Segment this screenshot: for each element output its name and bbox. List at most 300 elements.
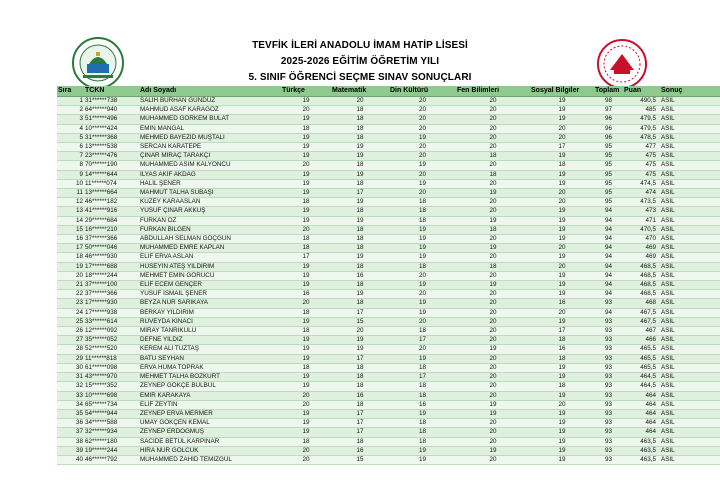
table-header-row <box>57 86 720 97</box>
cell-tckn: 18******244 <box>84 271 139 280</box>
cell-math: 19 <box>331 345 389 354</box>
cell-rank: 12 <box>57 198 84 207</box>
cell-math: 18 <box>331 235 389 244</box>
cell-score: 468,5 <box>623 281 660 290</box>
cell-total: 94 <box>594 225 623 234</box>
cell-name: UMAY GÖKÇEN KEMAL <box>139 419 281 428</box>
cell-social: 19 <box>530 290 594 299</box>
cell-name: ELİF ERVA ASLAN <box>139 253 281 262</box>
cell-social: 19 <box>530 455 594 464</box>
cell-math: 19 <box>331 253 389 262</box>
cell-name: MUHAMMED EMRE KAPLAN <box>139 244 281 253</box>
cell-tckn: 17******938 <box>84 308 139 317</box>
ministry-emblem-icon <box>596 38 648 90</box>
cell-rank: 33 <box>57 391 84 400</box>
cell-science: 18 <box>456 262 530 271</box>
cell-social: 20 <box>530 308 594 317</box>
cell-tckn: 11******074 <box>84 179 139 188</box>
cell-name: KEREM ALİ TUZTAŞ <box>139 345 281 354</box>
cell-result: ASIL <box>660 216 720 225</box>
cell-tckn: 13******664 <box>84 189 139 198</box>
cell-rank: 37 <box>57 428 84 437</box>
cell-total: 95 <box>594 179 623 188</box>
cell-rank: 1 <box>57 97 84 106</box>
cell-social: 18 <box>530 336 594 345</box>
cell-score: 464 <box>623 391 660 400</box>
cell-math: 18 <box>331 400 389 409</box>
cell-science: 20 <box>456 290 530 299</box>
cell-religion: 19 <box>389 409 456 418</box>
cell-science: 18 <box>456 152 530 161</box>
cell-turkish: 19 <box>281 189 331 198</box>
cell-score: 479,5 <box>623 124 660 133</box>
cell-total: 96 <box>594 115 623 124</box>
cell-turkish: 19 <box>281 281 331 290</box>
cell-religion: 16 <box>389 400 456 409</box>
cell-rank: 5 <box>57 133 84 142</box>
cell-score: 468 <box>623 299 660 308</box>
cell-religion: 19 <box>389 235 456 244</box>
cell-total: 94 <box>594 281 623 290</box>
cell-total: 95 <box>594 198 623 207</box>
academic-year: 2025-2026 EĞİTİM ÖĞRETİM YILI <box>280 56 440 67</box>
cell-turkish: 20 <box>281 106 331 115</box>
cell-tckn: 14******644 <box>84 170 139 179</box>
cell-name: HÜSEYİN ATEŞ YILDIRIM <box>139 262 281 271</box>
cell-social: 17 <box>530 327 594 336</box>
col-header-score: Puan <box>623 86 660 97</box>
table-row <box>57 455 720 464</box>
cell-turkish: 19 <box>281 207 331 216</box>
cell-turkish: 17 <box>281 253 331 262</box>
cell-total: 93 <box>594 363 623 372</box>
cell-total: 96 <box>594 124 623 133</box>
cell-social: 19 <box>530 317 594 326</box>
cell-name: MUHAMMED GÖRKEM BULAT <box>139 115 281 124</box>
cell-science: 19 <box>456 216 530 225</box>
table-row <box>57 345 720 354</box>
cell-religion: 19 <box>389 308 456 317</box>
cell-result: ASIL <box>660 409 720 418</box>
cell-tckn: 29******684 <box>84 216 139 225</box>
cell-tckn: 19******244 <box>84 446 139 455</box>
cell-tckn: 65******734 <box>84 400 139 409</box>
cell-rank: 13 <box>57 207 84 216</box>
cell-religion: 18 <box>389 327 456 336</box>
cell-rank: 32 <box>57 382 84 391</box>
cell-total: 94 <box>594 244 623 253</box>
cell-name: ZEYNEP ERVA MERMER <box>139 409 281 418</box>
cell-turkish: 20 <box>281 225 331 234</box>
cell-tckn: 23******476 <box>84 152 139 161</box>
cell-religion: 18 <box>389 391 456 400</box>
cell-tckn: 13******538 <box>84 143 139 152</box>
cell-social: 19 <box>530 373 594 382</box>
table-row <box>57 446 720 455</box>
cell-score: 475 <box>623 161 660 170</box>
cell-result: ASIL <box>660 179 720 188</box>
table-row <box>57 336 720 345</box>
table-row <box>57 419 720 428</box>
cell-name: SACİDE BETÜL KARPINAR <box>139 437 281 446</box>
cell-social: 19 <box>530 271 594 280</box>
cell-math: 20 <box>331 97 389 106</box>
col-header-rank: Sıra <box>57 86 84 97</box>
cell-turkish: 19 <box>281 97 331 106</box>
cell-science: 20 <box>456 115 530 124</box>
cell-score: 468,5 <box>623 290 660 299</box>
table-row <box>57 373 720 382</box>
table-row <box>57 115 720 124</box>
cell-turkish: 18 <box>281 244 331 253</box>
cell-rank: 38 <box>57 437 84 446</box>
cell-name: MEHMED BAYEZİD MUŞTALI <box>139 133 281 142</box>
cell-rank: 7 <box>57 152 84 161</box>
cell-score: 485 <box>623 106 660 115</box>
cell-score: 470 <box>623 235 660 244</box>
cell-result: ASIL <box>660 106 720 115</box>
cell-social: 19 <box>530 170 594 179</box>
cell-score: 467 <box>623 327 660 336</box>
cell-science: 20 <box>456 317 530 326</box>
cell-name: MİRAY TANRIKULU <box>139 327 281 336</box>
cell-math: 18 <box>331 179 389 188</box>
cell-science: 20 <box>456 327 530 336</box>
table-row <box>57 354 720 363</box>
table-row <box>57 161 720 170</box>
cell-tckn: 46******930 <box>84 253 139 262</box>
cell-math: 19 <box>331 336 389 345</box>
cell-social: 19 <box>530 216 594 225</box>
cell-turkish: 18 <box>281 308 331 317</box>
cell-math: 18 <box>331 115 389 124</box>
cell-score: 464,5 <box>623 382 660 391</box>
cell-religion: 18 <box>389 382 456 391</box>
cell-rank: 22 <box>57 290 84 299</box>
cell-name: FURKAN ÖZ <box>139 216 281 225</box>
cell-total: 93 <box>594 327 623 336</box>
cell-name: BEYZA NUR SARIKAYA <box>139 299 281 308</box>
cell-total: 93 <box>594 409 623 418</box>
cell-score: 464 <box>623 400 660 409</box>
cell-tckn: 62******180 <box>84 437 139 446</box>
cell-name: BATU SEYHAN <box>139 354 281 363</box>
cell-result: ASIL <box>660 97 720 106</box>
cell-turkish: 19 <box>281 419 331 428</box>
cell-score: 478,5 <box>623 133 660 142</box>
cell-turkish: 19 <box>281 152 331 161</box>
cell-tckn: 15******352 <box>84 382 139 391</box>
cell-rank: 31 <box>57 373 84 382</box>
table-row <box>57 428 720 437</box>
cell-total: 96 <box>594 133 623 142</box>
cell-turkish: 18 <box>281 437 331 446</box>
cell-name: ZEYNEP ERDOĞMUŞ <box>139 428 281 437</box>
cell-rank: 17 <box>57 244 84 253</box>
cell-total: 93 <box>594 428 623 437</box>
cell-total: 93 <box>594 299 623 308</box>
cell-religion: 20 <box>389 271 456 280</box>
cell-rank: 35 <box>57 409 84 418</box>
cell-score: 465,5 <box>623 363 660 372</box>
cell-social: 19 <box>530 207 594 216</box>
cell-name: BERKAY YILDIRIM <box>139 308 281 317</box>
cell-result: ASIL <box>660 124 720 133</box>
cell-social: 19 <box>530 97 594 106</box>
cell-tckn: 43******970 <box>84 373 139 382</box>
cell-rank: 29 <box>57 354 84 363</box>
cell-science: 20 <box>456 106 530 115</box>
cell-tckn: 37******366 <box>84 235 139 244</box>
cell-religion: 18 <box>389 428 456 437</box>
cell-math: 18 <box>331 373 389 382</box>
cell-turkish: 19 <box>281 170 331 179</box>
cell-math: 19 <box>331 290 389 299</box>
cell-result: ASIL <box>660 271 720 280</box>
col-header-total: Toplam <box>594 86 623 97</box>
cell-social: 17 <box>530 143 594 152</box>
cell-result: ASIL <box>660 354 720 363</box>
cell-religion: 20 <box>389 143 456 152</box>
cell-total: 93 <box>594 391 623 400</box>
cell-name: MUHAMMED ASIM KALYONCU <box>139 161 281 170</box>
cell-rank: 36 <box>57 419 84 428</box>
cell-total: 98 <box>594 97 623 106</box>
cell-math: 19 <box>331 198 389 207</box>
cell-result: ASIL <box>660 400 720 409</box>
cell-tckn: 17******688 <box>84 262 139 271</box>
cell-turkish: 19 <box>281 216 331 225</box>
table-row <box>57 262 720 271</box>
cell-science: 20 <box>456 373 530 382</box>
cell-science: 20 <box>456 207 530 216</box>
cell-science: 20 <box>456 455 530 464</box>
cell-total: 93 <box>594 437 623 446</box>
cell-turkish: 19 <box>281 271 331 280</box>
cell-social: 19 <box>530 235 594 244</box>
cell-tckn: 16******210 <box>84 225 139 234</box>
cell-score: 477 <box>623 143 660 152</box>
table-row <box>57 179 720 188</box>
document-header <box>0 0 720 86</box>
cell-rank: 39 <box>57 446 84 455</box>
cell-tckn: 34******588 <box>84 419 139 428</box>
cell-science: 20 <box>456 198 530 207</box>
cell-math: 18 <box>331 262 389 271</box>
cell-tckn: 51******496 <box>84 115 139 124</box>
cell-result: ASIL <box>660 262 720 271</box>
table-row <box>57 106 720 115</box>
cell-name: MEHMET TALHA BOZKURT <box>139 373 281 382</box>
cell-score: 490,5 <box>623 97 660 106</box>
cell-rank: 25 <box>57 317 84 326</box>
exam-title: 5. SINIF ÖĞRENCİ SEÇME SINAV SONUÇLARI <box>248 72 472 83</box>
cell-name: ERVA HÜMA TOPRAK <box>139 363 281 372</box>
cell-science: 20 <box>456 161 530 170</box>
table-row <box>57 216 720 225</box>
cell-turkish: 19 <box>281 382 331 391</box>
cell-name: YUSUF ÇINAR AKKUŞ <box>139 207 281 216</box>
cell-science: 20 <box>456 299 530 308</box>
cell-social: 19 <box>530 446 594 455</box>
cell-total: 94 <box>594 308 623 317</box>
table-row <box>57 124 720 133</box>
cell-total: 93 <box>594 373 623 382</box>
cell-religion: 19 <box>389 281 456 290</box>
cell-math: 16 <box>331 271 389 280</box>
cell-rank: 20 <box>57 271 84 280</box>
cell-score: 470,5 <box>623 225 660 234</box>
cell-score: 468,5 <box>623 271 660 280</box>
cell-science: 20 <box>456 428 530 437</box>
cell-score: 463,5 <box>623 437 660 446</box>
cell-tckn: 17******930 <box>84 299 139 308</box>
cell-social: 19 <box>530 363 594 372</box>
cell-score: 469 <box>623 244 660 253</box>
cell-rank: 40 <box>57 455 84 464</box>
cell-science: 19 <box>456 345 530 354</box>
cell-science: 19 <box>456 244 530 253</box>
cell-math: 18 <box>331 133 389 142</box>
cell-name: RÜVEYDA KINACI <box>139 317 281 326</box>
cell-religion: 20 <box>389 170 456 179</box>
table-row <box>57 382 720 391</box>
cell-social: 20 <box>530 262 594 271</box>
cell-rank: 24 <box>57 308 84 317</box>
cell-score: 465,5 <box>623 354 660 363</box>
col-header-result: Sonuç <box>660 86 720 97</box>
cell-math: 16 <box>331 391 389 400</box>
cell-math: 17 <box>331 409 389 418</box>
cell-name: İLYAS AKİF AKDAĞ <box>139 170 281 179</box>
cell-turkish: 20 <box>281 400 331 409</box>
cell-math: 17 <box>331 354 389 363</box>
cell-turkish: 18 <box>281 198 331 207</box>
cell-science: 20 <box>456 336 530 345</box>
cell-rank: 16 <box>57 235 84 244</box>
cell-math: 18 <box>331 161 389 170</box>
cell-tckn: 32******934 <box>84 428 139 437</box>
cell-science: 20 <box>456 437 530 446</box>
cell-social: 19 <box>530 106 594 115</box>
cell-result: ASIL <box>660 363 720 372</box>
cell-result: ASIL <box>660 253 720 262</box>
cell-rank: 30 <box>57 363 84 372</box>
cell-religion: 20 <box>389 124 456 133</box>
cell-name: MAHMUD ASAF KARAGÖZ <box>139 106 281 115</box>
results-table <box>57 86 720 465</box>
cell-science: 19 <box>456 400 530 409</box>
cell-rank: 18 <box>57 253 84 262</box>
cell-name: MEHMET EMİN GÖRÜCÜ <box>139 271 281 280</box>
cell-name: MUHAMMED ZAHİD TEMİZGÜL <box>139 455 281 464</box>
cell-turkish: 19 <box>281 262 331 271</box>
cell-score: 468,5 <box>623 262 660 271</box>
cell-science: 19 <box>456 189 530 198</box>
cell-result: ASIL <box>660 290 720 299</box>
cell-tckn: 35******052 <box>84 336 139 345</box>
cell-social: 19 <box>530 281 594 290</box>
cell-turkish: 19 <box>281 317 331 326</box>
cell-math: 17 <box>331 419 389 428</box>
cell-rank: 11 <box>57 189 84 198</box>
col-header-math: Matematik <box>331 86 389 97</box>
cell-tckn: 12******092 <box>84 327 139 336</box>
cell-name: ZEYNEP GÖKÇE BÜLBÜL <box>139 382 281 391</box>
cell-turkish: 18 <box>281 363 331 372</box>
cell-total: 93 <box>594 455 623 464</box>
cell-social: 19 <box>530 409 594 418</box>
cell-religion: 19 <box>389 225 456 234</box>
cell-name: ELİF ECEM GENÇER <box>139 281 281 290</box>
cell-turkish: 19 <box>281 336 331 345</box>
cell-turkish: 18 <box>281 235 331 244</box>
cell-score: 465,5 <box>623 345 660 354</box>
cell-science: 20 <box>456 124 530 133</box>
cell-math: 16 <box>331 446 389 455</box>
cell-science: 20 <box>456 308 530 317</box>
cell-social: 19 <box>530 253 594 262</box>
table-row <box>57 290 720 299</box>
cell-social: 18 <box>530 161 594 170</box>
table-row <box>57 133 720 142</box>
table-row <box>57 308 720 317</box>
col-header-religion: Din Kültürü <box>389 86 456 97</box>
cell-result: ASIL <box>660 170 720 179</box>
cell-score: 471 <box>623 216 660 225</box>
cell-science: 19 <box>456 281 530 290</box>
cell-result: ASIL <box>660 437 720 446</box>
cell-religion: 19 <box>389 455 456 464</box>
table-row <box>57 317 720 326</box>
cell-religion: 19 <box>389 354 456 363</box>
cell-science: 19 <box>456 446 530 455</box>
cell-religion: 20 <box>389 290 456 299</box>
cell-score: 464 <box>623 409 660 418</box>
cell-tckn: 61******098 <box>84 363 139 372</box>
cell-tckn: 33******614 <box>84 317 139 326</box>
cell-turkish: 19 <box>281 409 331 418</box>
cell-total: 97 <box>594 106 623 115</box>
cell-social: 16 <box>530 299 594 308</box>
cell-religion: 20 <box>389 115 456 124</box>
cell-social: 18 <box>530 354 594 363</box>
cell-math: 17 <box>331 189 389 198</box>
cell-social: 19 <box>530 391 594 400</box>
cell-total: 95 <box>594 189 623 198</box>
cell-religion: 20 <box>389 97 456 106</box>
cell-math: 19 <box>331 170 389 179</box>
cell-name: YUSUF İSMAİL ŞENER <box>139 290 281 299</box>
cell-tckn: 70******190 <box>84 161 139 170</box>
cell-religion: 19 <box>389 253 456 262</box>
cell-social: 19 <box>530 115 594 124</box>
cell-score: 464 <box>623 419 660 428</box>
cell-religion: 20 <box>389 345 456 354</box>
cell-turkish: 19 <box>281 143 331 152</box>
cell-score: 464 <box>623 428 660 437</box>
cell-religion: 18 <box>389 363 456 372</box>
cell-score: 463,5 <box>623 455 660 464</box>
cell-religion: 17 <box>389 336 456 345</box>
col-header-name: Adı Soyadı <box>139 86 281 97</box>
cell-tckn: 46******792 <box>84 455 139 464</box>
cell-science: 20 <box>456 391 530 400</box>
cell-total: 93 <box>594 354 623 363</box>
cell-total: 95 <box>594 152 623 161</box>
cell-total: 93 <box>594 446 623 455</box>
cell-religion: 18 <box>389 437 456 446</box>
